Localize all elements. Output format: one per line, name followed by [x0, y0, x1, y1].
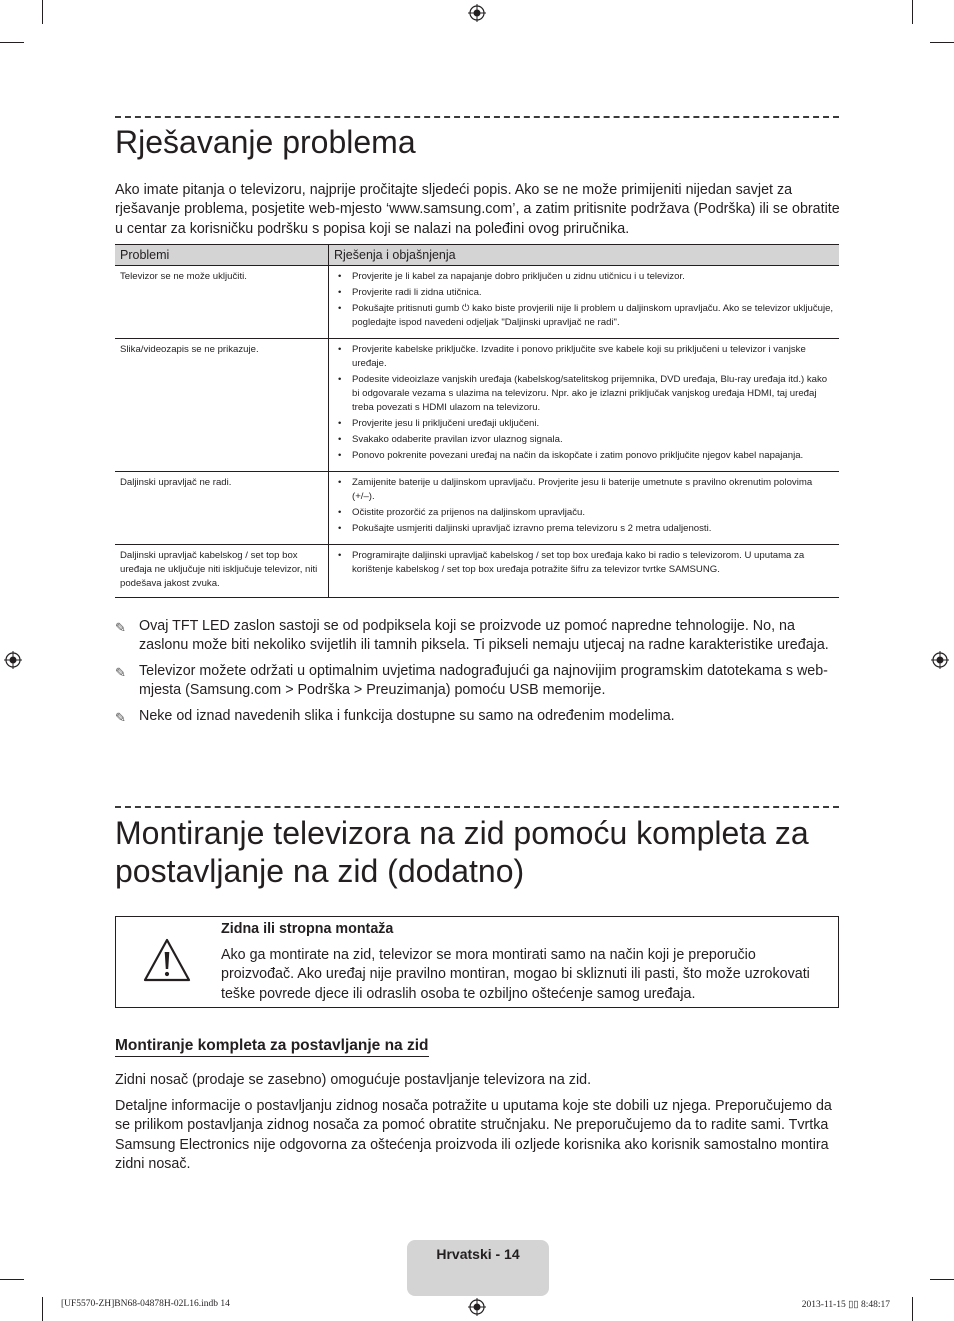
registration-mark-icon: [931, 651, 949, 669]
troubleshooting-table: [115, 244, 839, 598]
note-item: [115, 662, 845, 701]
solution-cell: [329, 339, 840, 472]
crop-mark: [912, 1297, 913, 1321]
table-header-row: [115, 245, 839, 266]
warning-title: Zidna ili stropna montaža: [221, 921, 394, 937]
table-row: [115, 545, 839, 598]
pencil-note-icon: ✎: [115, 709, 126, 725]
note-item: [115, 617, 845, 656]
solution-list: [334, 549, 834, 577]
note-text: Televizor možete održati u optimalnim uvjetima nadograđujući ga najnovijim programskim datotekama s web-mjesta (Samsung.com > Podrška > Preuzimanja) pomoću USB memorije.: [139, 662, 828, 699]
solution-item: • Podesite videoizlaze vanjskih uređaja (kabelskog/satelitskog prijemnika, DVD uređaja, Blu-ray uređaja itd.) kako bi odgovarale vezama s ulazima na televizoru. Npr. ako je izlazni priključak vanjskog uređaja HDMI, taj uređaj treba povezati s HDMI ulazom na televizoru.: [334, 373, 834, 415]
solution-list: [334, 343, 834, 463]
solution-cell: [329, 472, 840, 545]
registration-mark-icon: [468, 4, 486, 22]
solution-item: • Provjerite jesu li priključeni uređaji uključeni.: [334, 417, 834, 431]
warning-box: [115, 916, 839, 1008]
problem-cell: Daljinski upravljač kabelskog / set top box uređaja ne uključuje niti isključuje televizor, niti podešava jakost zvuka.: [115, 545, 329, 598]
problem-cell: Televizor se ne može uključiti.: [115, 266, 329, 339]
notes-list: [115, 617, 845, 732]
crop-mark: [0, 42, 24, 43]
section-divider: [115, 806, 839, 808]
solution-cell: [329, 266, 840, 339]
table-row: [115, 472, 839, 545]
note-item: [115, 707, 845, 726]
solution-item: • Pokušajte pritisnuti gumb ⏻ kako biste provjerili nije li problem u daljinskom upravljaču. Ako se televizor uključuje, pogledajte ispod navedeni odjeljak "Daljinski upravljač ne radi".: [334, 302, 834, 330]
print-timestamp: 2013-11-15 ▯▯ 8:48:17: [801, 1300, 890, 1310]
subheading: Montiranje kompleta za postavljanje na zid: [115, 1036, 429, 1057]
section-divider: [115, 116, 839, 118]
table-row: [115, 266, 839, 339]
registration-mark-icon: [4, 651, 22, 669]
solution-item: • Očistite prozorčić za prijenos na daljinskom upravljaču.: [334, 506, 834, 520]
crop-mark: [912, 0, 913, 24]
crop-mark: [42, 1297, 43, 1321]
warning-text: Ako ga montirate na zid, televizor se mora montirati samo na način koji je preporučio proizvođač. Ako uređaj nije pravilno montiran, mogao bi skliznuti ili pasti, što može uzrokovati teške povrede djece ili odraslih osoba te ozbiljno oštećenje samog uređaja.: [221, 947, 810, 1002]
warning-triangle-icon: [143, 937, 191, 983]
crop-mark: [930, 1279, 954, 1280]
column-header-solutions: Rješenja i objašnjenja: [329, 245, 840, 266]
file-info: [UF5570-ZH]BN68-04878H-02L16.indb 14: [61, 1299, 230, 1309]
solution-item: • Provjerite radi li zidna utičnica.: [334, 286, 834, 300]
solution-item: • Zamijenite baterije u daljinskom upravljaču. Provjerite jesu li baterije umetnute s pravilno okrenutim polovima (+/–).: [334, 476, 834, 504]
page-number-label: Hrvatski - 14: [436, 1246, 520, 1262]
problem-cell: Daljinski upravljač ne radi.: [115, 472, 329, 545]
solution-item: • Programirajte daljinski upravljač kabelskog / set top box uređaja kako bi radio s televizorom. U uputama za korištenje kabelskog / set top box uređaja potražite šifru za televizor tvrtke SAMSUNG.: [334, 549, 834, 577]
crop-mark: [42, 0, 43, 24]
crop-mark: [0, 1279, 24, 1280]
problem-cell: Slika/videozapis se ne prikazuje.: [115, 339, 329, 472]
pencil-note-icon: ✎: [115, 664, 126, 680]
column-header-problems: Problemi: [115, 245, 329, 266]
intro-paragraph: Ako imate pitanja o televizoru, najprije pročitajte sljedeći popis. Ako se ne može primijeniti nijedan savjet za rješavanje problema, posjetite web-mjesto ‘www.samsung.com’, a zatim pritisnite podržava (Podrška) ili se obratite u centar za korisničku podršku s popisa koji se nalazi na poleđini ovog priručnika.: [115, 182, 840, 237]
solution-list: [334, 476, 834, 536]
registration-mark-icon: [468, 1298, 486, 1316]
solution-item: • Pokušajte usmjeriti daljinski upravljač izravno prema televizoru s 2 metra udaljenosti.: [334, 522, 834, 536]
solution-item: • Provjerite kabelske priključke. Izvadite i ponovo priključite sve kabele koji su priključeni u televizor i vanjske uređaje.: [334, 343, 834, 371]
pencil-note-icon: ✎: [115, 620, 126, 635]
solution-cell: [329, 545, 840, 598]
body-paragraph: Detaljne informacije o postavljanju zidnog nosača potražite u uputama koje ste dobili uz njega. Preporučujemo da se prilikom postavljanja zidnog nosača za pomoć obratite stručnjaku. Ne preporučujemo da to radite sami. Tvrtka Samsung Electronics nije odgovorna za oštećenja proizvoda ili ozljede korisnika ako korisnik samostalno montira zidni nosač.: [115, 1098, 832, 1173]
body-paragraph: Zidni nosač (prodaje se zasebno) omogućuje postavljanje televizora na zid.: [115, 1072, 592, 1088]
table-row: [115, 339, 839, 472]
page-title: Rješavanje problema: [115, 124, 416, 160]
note-text: Ovaj TFT LED zaslon sastoji se od podpiksela koji se proizvode uz pomoć napredne tehnologije. No, na zaslonu može biti nekoliko svijetlih ili tamnih piksela. Ti pikseli nemaju utjecaj na radne karakteristike uređaja.: [139, 618, 829, 654]
note-text: Neke od iznad navedenih slika i funkcija dostupne su samo na određenim modelima.: [139, 707, 675, 724]
solution-item: • Ponovo pokrenite povezani uređaj na način da iskopčate i zatim ponovo priključite njegov kabel napajanja.: [334, 449, 834, 463]
solution-item: • Svakako odaberite pravilan izvor ulaznog signala.: [334, 433, 834, 447]
solution-item: • Provjerite je li kabel za napajanje dobro priključen u zidnu utičnicu i u televizor.: [334, 270, 834, 284]
crop-mark: [930, 42, 954, 43]
section-title: Montiranje televizora na zid pomoću kompleta za postavljanje na zid (dodatno): [115, 815, 809, 889]
solution-list: [334, 270, 834, 330]
